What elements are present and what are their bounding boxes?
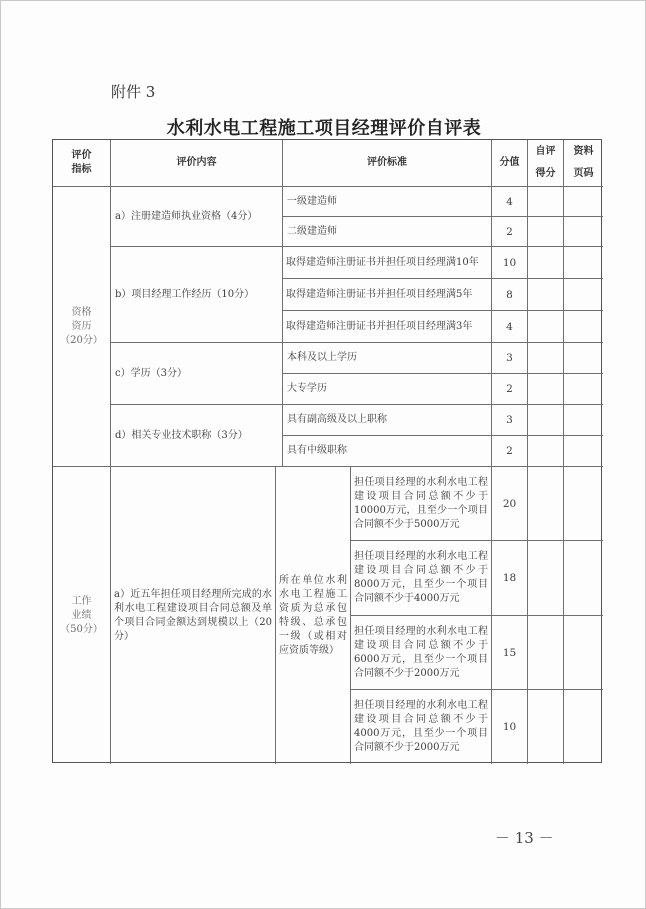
self-score-cell[interactable] (527, 689, 563, 764)
score-cell: 10 (491, 246, 527, 278)
self-score-cell[interactable] (527, 342, 563, 373)
score-cell: 8 (491, 278, 527, 310)
page-ref-cell[interactable] (563, 278, 603, 310)
content-work-experience: b）项目经理工作经历（10分） (110, 246, 282, 342)
evaluation-table (52, 139, 602, 763)
qualification-condition: 所在单位水利水电工程施工资质为总承包特级、总承包一级（或相对应资质等级） (275, 466, 350, 764)
page-ref-cell[interactable] (563, 246, 603, 278)
header-indicator: 评价 指标 (71, 150, 92, 175)
score-cell: 10 (491, 689, 527, 764)
header-score: 分值 (491, 140, 527, 186)
self-score-cell[interactable] (527, 310, 563, 342)
standard-row: 一级建造师 (282, 186, 491, 216)
content-project-performance: a）近五年担任项目经理所完成的水利水电工程建设项目合同总额及单个项目合同金额达到规模以上（20分） (110, 466, 275, 764)
standard-row: 二级建造师 (282, 216, 491, 246)
self-score-cell[interactable] (527, 373, 563, 404)
header-standard: 评价标准 (282, 140, 491, 186)
page-ref-cell[interactable] (563, 186, 603, 216)
category-performance: 工作 业绩 （50分） (53, 466, 110, 764)
standard-row: 大专学历 (282, 373, 491, 404)
page-ref-cell[interactable] (563, 435, 603, 466)
score-cell: 3 (491, 342, 527, 373)
category-qualification: 资格 资历 （20分） (53, 186, 110, 466)
score-cell: 18 (491, 540, 527, 615)
page-ref-cell[interactable] (563, 342, 603, 373)
score-cell: 3 (491, 404, 527, 435)
self-score-cell[interactable] (527, 216, 563, 246)
standard-row: 取得建造师注册证书并担任项目经理满10年 (282, 246, 491, 278)
standard-row: 具有副高级及以上职称 (282, 404, 491, 435)
score-cell: 2 (491, 216, 527, 246)
page-ref-cell[interactable] (563, 466, 603, 540)
attachment-label: 附件 3 (111, 83, 156, 101)
standard-row: 取得建造师注册证书并担任项目经理满3年 (282, 310, 491, 342)
page-ref-cell[interactable] (563, 404, 603, 435)
self-score-cell[interactable] (527, 435, 563, 466)
self-score-cell[interactable] (527, 186, 563, 216)
self-score-cell[interactable] (527, 278, 563, 310)
self-score-cell[interactable] (527, 540, 563, 615)
content-professional-title: d）相关专业技术职称（3分） (110, 404, 282, 466)
self-score-cell[interactable] (527, 615, 563, 689)
page-ref-cell[interactable] (563, 216, 603, 246)
content-registered-builder: a）注册建造师执业资格（4分） (110, 186, 282, 246)
page-ref-cell[interactable] (563, 373, 603, 404)
header-self-score: 自评 得分 (527, 140, 563, 186)
score-cell: 4 (491, 310, 527, 342)
page-ref-cell[interactable] (563, 310, 603, 342)
header-content: 评价内容 (110, 140, 282, 186)
standard-row: 担任项目经理的水利水电工程建设项目合同总额不少于10000万元，且至少一个项目合同额不少于5000万元 (350, 466, 491, 540)
standard-row: 担任项目经理的水利水电工程建设项目合同总额不少于4000万元，且至少一个项目合同额不少于2000万元 (350, 689, 491, 764)
page-ref-cell[interactable] (563, 689, 603, 764)
score-cell: 20 (491, 466, 527, 540)
score-cell: 4 (491, 186, 527, 216)
form-title: 水利水电工程施工项目经理评价自评表 (166, 118, 482, 139)
page-ref-cell[interactable] (563, 615, 603, 689)
content-education: c）学历（3分） (110, 342, 282, 404)
page-ref-cell[interactable] (563, 540, 603, 615)
self-score-cell[interactable] (527, 246, 563, 278)
self-score-cell[interactable] (527, 466, 563, 540)
standard-row: 担任项目经理的水利水电工程建设项目合同总额不少于8000万元，且至少一个项目合同额不少于4000万元 (350, 540, 491, 615)
header-page-ref: 资料 页码 (563, 140, 603, 186)
standard-row: 担任项目经理的水利水电工程建设项目合同总额不少于6000万元，且至少一个项目合同额不少于2000万元 (350, 615, 491, 689)
self-score-cell[interactable] (527, 404, 563, 435)
page-number: － 13 － (495, 829, 554, 847)
standard-row: 取得建造师注册证书并担任项目经理满5年 (282, 278, 491, 310)
standard-row: 具有中级职称 (282, 435, 491, 466)
score-cell: 2 (491, 435, 527, 466)
score-cell: 2 (491, 373, 527, 404)
standard-row: 本科及以上学历 (282, 342, 491, 373)
score-cell: 15 (491, 615, 527, 689)
